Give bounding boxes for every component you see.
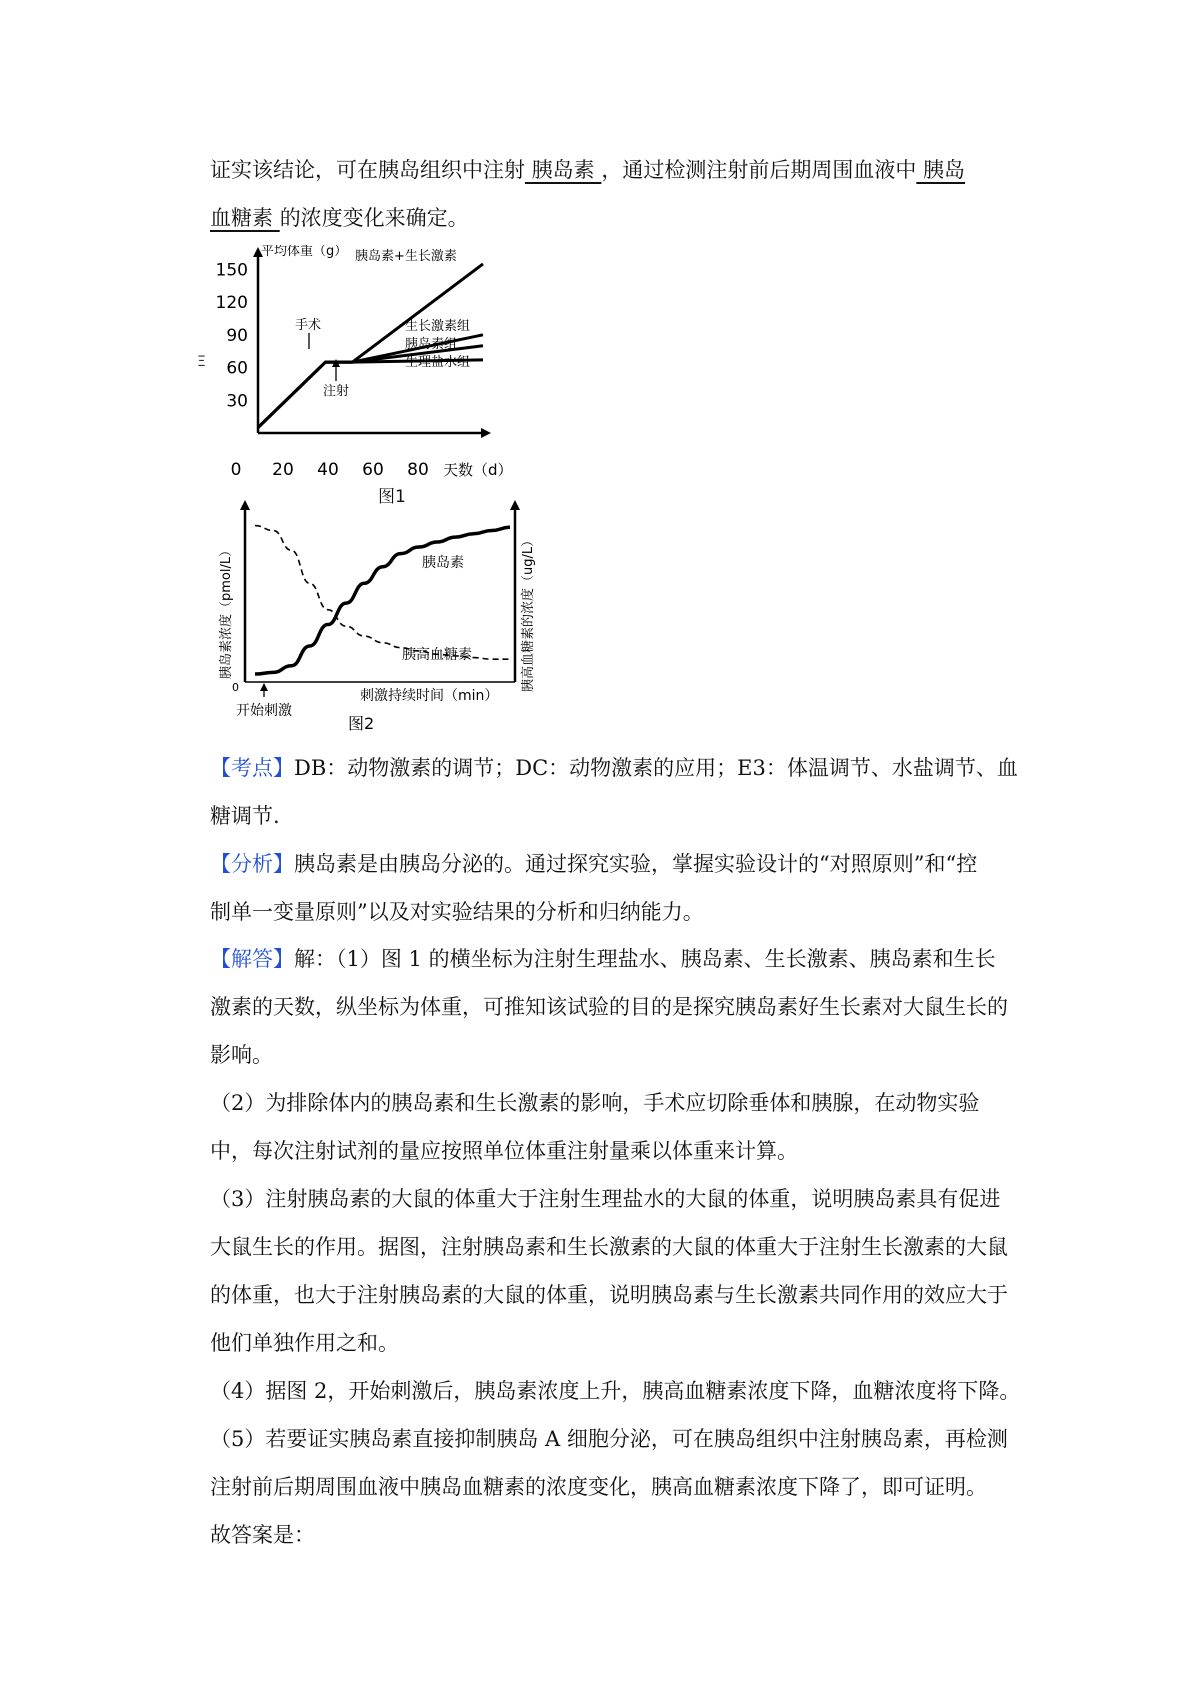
kaodian-line-2: 糖调节. (210, 804, 280, 828)
fig2-label-insulin: 胰岛素 (422, 555, 464, 571)
intro-line-1 (210, 155, 965, 185)
intro-line-2 (210, 203, 469, 233)
figure-2 (210, 497, 550, 737)
fig1-ylabel: 平均体重（g） (261, 245, 348, 259)
fig1-series-label-insulin: 胰岛素组 (405, 337, 458, 352)
fig1-y-ticks (216, 260, 248, 411)
fenxi-tag: 【分析】 (210, 852, 294, 876)
intro-text: ，通过检测注射前后期周围血液中 (601, 158, 917, 182)
fig2-xlabel: 刺激持续时间（min） (360, 688, 499, 704)
jieda-line-2: 激素的天数，纵坐标为体重，可推知该试验的目的是探究胰岛素好生长素对大鼠生长的 (210, 995, 1008, 1019)
answer-5-line-2: 注射前后期周围血液中胰岛血糖素的浓度变化，胰高血糖素浓度下降了，即可证明。 (210, 1475, 987, 1499)
answer-4-line-1: （4）据图 2，开始刺激后，胰岛素浓度上升，胰高血糖素浓度下降，血糖浓度将下降。 (210, 1379, 1021, 1403)
answer-2-line-2: 中，每次注射试剂的量应按照单位体重注射量乘以体重来计算。 (210, 1139, 798, 1163)
jieda-line-1 (210, 944, 996, 974)
fig1-x-ticks (231, 460, 429, 480)
figure-2-caption: 图2 (348, 714, 375, 733)
fig2-ylabel-left: 胰岛素浓度（pmol/L） (219, 543, 234, 679)
fig1-xtick-label: 60 (362, 460, 384, 480)
fig2-ylabel-right: 胰高血糖素的浓度（ug/L） (521, 533, 536, 692)
answer-3-line-2: 大鼠生长的作用。据图，注射胰岛素和生长激素的大鼠的体重大于注射生长激素的大鼠 (210, 1235, 1008, 1259)
jieda-line-3: 影响。 (210, 1043, 273, 1067)
jieda-tag: 【解答】 (210, 947, 294, 971)
fig2-right-arrow (510, 500, 520, 510)
kaodian-line-1 (210, 753, 1018, 783)
fig1-xtick-label: 80 (407, 460, 429, 480)
fenxi-line-1 (210, 849, 977, 879)
answer-blank-glucagon-start: 胰岛 (916, 158, 966, 182)
fig1-series-label-gh: 生长激素组 (405, 319, 471, 334)
answer-3-line-4: 他们单独作用之和。 (210, 1331, 399, 1355)
fig1-ytick-label: 30 (226, 391, 248, 412)
fig1-series-label-saline: 生理盐水组 (405, 355, 471, 370)
fig1-surgery-label: 手术 (295, 318, 322, 333)
fig1-xlabel: 天数（d） (443, 461, 513, 479)
fenxi-line-2: 制单一变量原则”以及对实验结果的分析和归纳能力。 (210, 900, 704, 924)
fig1-ytick-label: 90 (226, 325, 248, 346)
fig1-xtick-label: 0 (230, 460, 242, 480)
fig1-series-line (258, 360, 483, 428)
fig2-left-arrow (240, 500, 250, 510)
fig2-start-arrowhead (260, 683, 268, 691)
answer-3-line-3: 的体重，也大于注射胰岛素的大鼠的体重，说明胰岛素与生长激素共同作用的效应大于 (210, 1283, 1008, 1307)
answer-blank-insulin: 胰岛素 (525, 158, 602, 182)
fig1-series-label-combo: 胰岛素+生长激素 (355, 249, 457, 264)
fig2-label-glucagon: 胰高血糖素 (402, 647, 472, 663)
figure-1-caption: 图1 (378, 487, 406, 507)
answer-blank-glucagon-end: 血糖素 (210, 206, 280, 230)
answer-5-line-1: （5）若要证实胰岛素直接抑制胰岛 A 细胞分泌，可在胰岛组织中注射胰岛素，再检测 (210, 1427, 1008, 1451)
jieda-text: 解：（1）图 1 的横坐标为注射生理盐水、胰岛素、生长激素、胰岛素和生长 (294, 947, 996, 971)
fig1-xtick-label: 40 (317, 460, 339, 480)
stray-mark: Ξ (197, 354, 206, 370)
fig1-xtick-label: 20 (272, 460, 294, 480)
answer-summary-line: 故答案是： (210, 1523, 315, 1547)
fig2-start-label: 开始刺激 (236, 703, 292, 719)
fig1-ytick-label: 150 (215, 260, 248, 281)
fig1-injection-label: 注射 (323, 384, 350, 399)
answer-3-line-1: （3）注射胰岛素的大鼠的体重大于注射生理盐水的大鼠的体重，说明胰岛素具有促进 (210, 1187, 1001, 1211)
fenxi-text: 胰岛素是由胰岛分泌的。通过探究实验，掌握实验设计的“对照原则”和“控 (294, 852, 978, 876)
kaodian-tag: 【考点】 (210, 756, 294, 780)
intro-text: 的浓度变化来确定。 (279, 206, 469, 230)
answer-2-line-1: （2）为排除体内的胰岛素和生长激素的影响，手术应切除垂体和胰腺，在动物实验 (210, 1091, 980, 1115)
fig2-glucagon-line (255, 526, 510, 660)
kaodian-text: DB：动物激素的调节；DC：动物激素的应用；E3：体温调节、水盐调节、血 (294, 756, 1018, 780)
fig1-ytick-label: 60 (226, 358, 248, 379)
figure-1 (195, 245, 525, 495)
fig1-x-arrow (481, 428, 491, 438)
fig2-zero-label: 0 (232, 681, 239, 694)
intro-text: 证实该结论，可在胰岛组织中注射 (210, 158, 525, 182)
fig1-ytick-label: 120 (215, 293, 248, 314)
